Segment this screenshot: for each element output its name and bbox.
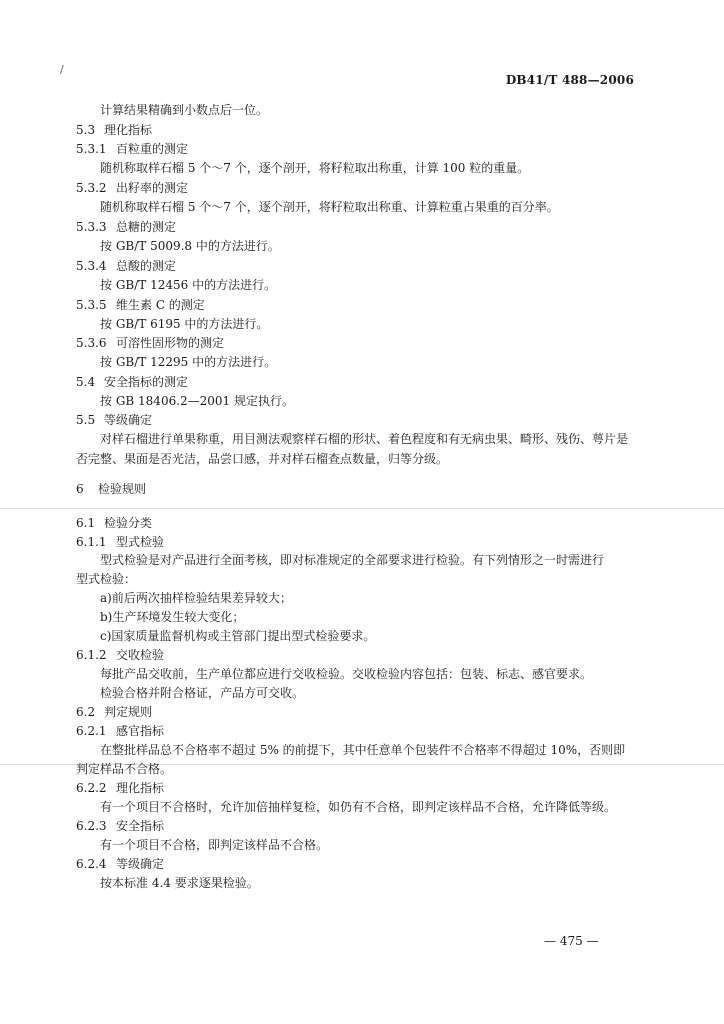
section-title: 等级确定 (104, 413, 153, 427)
subsection-heading (76, 817, 164, 835)
list-item: b)生产环境发生较大变化； (100, 610, 245, 624)
section-title: 安全指标 (116, 819, 165, 833)
subsection-heading (76, 179, 188, 197)
section-title: 可溶性固形物的测定 (116, 336, 225, 350)
body-text: 对样石榴进行单果称重，用目测法观察样石榴的形状、着色程度和有无病虫果、畸形、残伤、萼片是 (100, 432, 629, 446)
section-heading (76, 703, 152, 721)
section-title: 交收检验 (116, 648, 165, 662)
section-heading (76, 373, 188, 391)
section-number: 5.3.5 (76, 298, 107, 312)
section-number: 6.2.4 (76, 857, 107, 871)
section-title: 理化指标 (116, 781, 165, 795)
list-item: a)前后两次抽样检验结果差异较大； (100, 591, 292, 605)
section-number: 5.3.2 (76, 181, 107, 195)
section-title: 型式检验 (116, 535, 165, 549)
body-text: 随机称取样石榴 5 个～7 个，逐个剖开，将籽粒取出称重、计算粒重占果重的百分率。 (100, 200, 559, 214)
section-heading (76, 514, 152, 532)
subsection-heading (76, 257, 176, 275)
subsection-heading (76, 140, 188, 158)
section-title: 总酸的测定 (116, 259, 177, 273)
section-title: 维生素 C 的测定 (116, 298, 205, 312)
body-text: 在整批样品总不合格率不超过 5% 的前提下，其中任意单个包装件不合格率不得超过 10%，否则即 (100, 743, 626, 757)
body-text: 按 GB 18406.2—2001 规定执行。 (100, 394, 295, 408)
section-title: 总糖的测定 (116, 220, 177, 234)
section-number: 6.2.1 (76, 724, 107, 738)
body-text: 计算结果精确到小数点后一位。 (100, 103, 269, 117)
section-title: 出籽率的测定 (116, 181, 189, 195)
subsection-heading (76, 334, 224, 352)
subsection-heading (76, 218, 176, 236)
section-number: 5.3.1 (76, 142, 107, 156)
subsection-heading (76, 779, 164, 797)
section-title: 等级确定 (116, 857, 165, 871)
page-number: — 475 — (544, 934, 599, 948)
body-text: 型式检验： (76, 572, 137, 586)
section-number: 5.3.4 (76, 259, 107, 273)
section-title: 理化指标 (104, 123, 153, 137)
section-number: 6.1.2 (76, 648, 107, 662)
scan-mark: ∕ (60, 63, 64, 76)
section-number: 5.3.6 (76, 336, 107, 350)
body-text: 有一个项目不合格，即判定该样品不合格。 (100, 838, 329, 852)
body-text: 按本标准 4.4 要求逐果检验。 (100, 876, 259, 890)
section-number: 6.1.1 (76, 535, 107, 549)
scan-divider (0, 508, 724, 509)
subsection-heading (76, 296, 205, 314)
chapter-heading (76, 480, 146, 498)
standard-code-header: DB41/T 488—2006 (505, 73, 634, 87)
section-number: 6.2.2 (76, 781, 107, 795)
section-number: 6.2.3 (76, 819, 107, 833)
section-heading (76, 411, 152, 429)
body-text: 型式检验是对产品进行全面考核，即对标准规定的全部要求进行检验。有下列情形之一时需进行 (100, 553, 605, 567)
section-title: 百粒重的测定 (116, 142, 189, 156)
section-title: 感官指标 (116, 724, 165, 738)
section-number: 6.2 (76, 705, 96, 719)
section-number: 6.1 (76, 516, 96, 530)
chapter-title: 检验规则 (98, 482, 147, 496)
section-number: 5.3 (76, 123, 96, 137)
section-number: 5.3.3 (76, 220, 107, 234)
section-number: 5.5 (76, 413, 96, 427)
section-title: 判定规则 (104, 705, 153, 719)
body-text: 每批产品交收前，生产单位都应进行交收检验。交收检验内容包括：包装、标志、感官要求。 (100, 667, 593, 681)
body-text: 按 GB/T 12295 中的方法进行。 (100, 355, 277, 369)
body-text: 检验合格并附合格证，产品方可交收。 (100, 686, 305, 700)
body-text: 按 GB/T 6195 中的方法进行。 (100, 317, 269, 331)
body-text: 按 GB/T 5009.8 中的方法进行。 (100, 239, 280, 253)
body-text: 判定样品不合格。 (76, 762, 173, 776)
chapter-number: 6 (76, 482, 84, 496)
section-number: 5.4 (76, 375, 96, 389)
body-text: 按 GB/T 12456 中的方法进行。 (100, 278, 277, 292)
subsection-heading (76, 533, 164, 551)
section-heading (76, 121, 152, 139)
list-item: c)国家质量监督机构或主管部门提出型式检验要求。 (100, 629, 376, 643)
body-text: 随机称取样石榴 5 个～7 个，逐个剖开，将籽粒取出称重，计算 100 粒的重量。 (100, 161, 530, 175)
body-text: 有一个项目不合格时，允许加倍抽样复检，如仍有不合格，即判定该样品不合格，允许降低等级。 (100, 800, 617, 814)
subsection-heading (76, 646, 164, 664)
section-title: 检验分类 (104, 516, 153, 530)
subsection-heading (76, 722, 164, 740)
section-title: 安全指标的测定 (104, 375, 189, 389)
body-text: 否完整、果面是否光洁，品尝口感，并对样石榴查点数量，归等分级。 (76, 452, 449, 466)
subsection-heading (76, 855, 164, 873)
